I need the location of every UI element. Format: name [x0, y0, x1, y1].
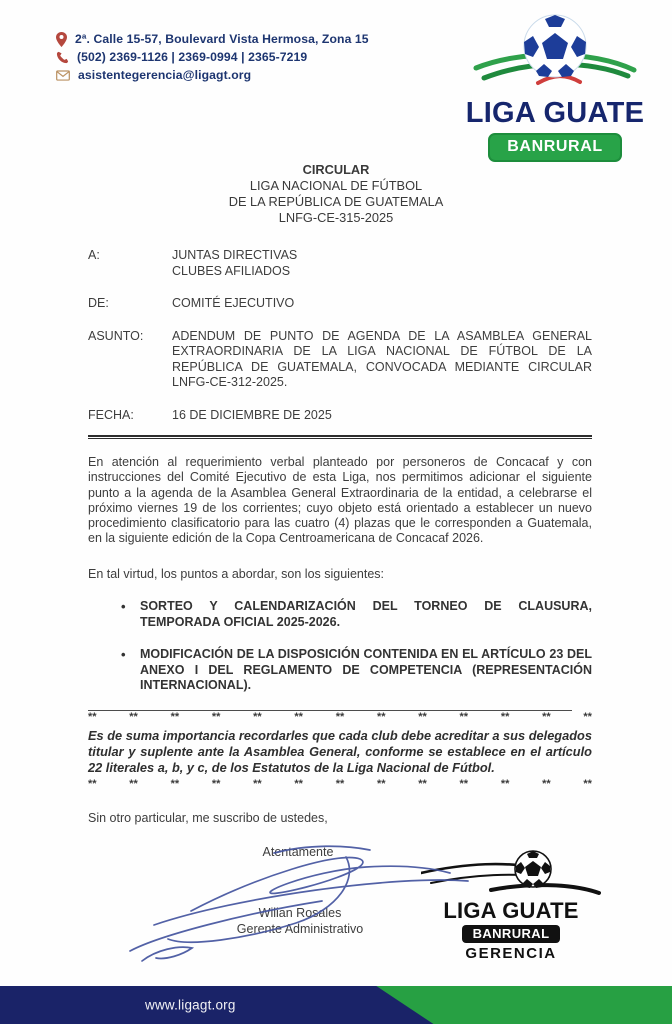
envelope-icon	[56, 70, 70, 81]
brand-name: LIGA GUATE	[465, 97, 645, 129]
notice-text: Es de suma importancia recordarles que cada club debe acreditar a sus delegados titular y suplente ante la Asamblea General, conforme se establece en el artículo 22 literales a, b, y c, de los Estatutos de la Liga Nacional de Fútbol.	[88, 727, 592, 775]
stamp-subtitle: GERENCIA	[465, 944, 557, 962]
asterisk-pair: **	[170, 777, 180, 790]
asterisk-pair: **	[253, 710, 262, 723]
bullet-item-1: • SORTEO Y CALENDARIZACIÓN DEL TORNEO DE CLAUSURA, TEMPORADA OFICIAL 2025-2026.	[88, 599, 592, 630]
meta-from	[88, 296, 592, 312]
email-text: asistentegerencia@ligagt.org	[78, 68, 252, 82]
meta-subject	[88, 329, 592, 391]
stamp-badge: BANRURAL	[462, 925, 561, 943]
contact-block	[56, 30, 369, 84]
agenda-bullets	[88, 599, 592, 694]
asterisk-pair: **	[500, 710, 510, 723]
date-value: 16 DE DICIEMBRE DE 2025	[172, 407, 332, 422]
header-divider	[88, 435, 592, 439]
email-row	[56, 66, 369, 84]
phone-row	[56, 48, 369, 66]
brand-badge: BANRURAL	[488, 133, 621, 162]
asterisk-pair: **	[376, 777, 386, 790]
asterisk-pair: **	[129, 777, 138, 790]
title-reference: LNFG-CE-315-2025	[278, 210, 394, 225]
asterisk-pair: **	[335, 777, 345, 790]
asterisk-pair: **	[211, 777, 221, 790]
to-label: A:	[88, 248, 100, 262]
asterisk-pair: **	[459, 710, 469, 723]
signer-name: Wilian Rosales	[258, 905, 342, 920]
title-org-line1: LIGA NACIONAL DE FÚTBOL	[249, 178, 423, 193]
date-label: FECHA:	[88, 407, 134, 422]
asterisk-pair: **	[129, 710, 138, 723]
meta-to	[88, 248, 592, 279]
asterisk-row-top	[88, 712, 592, 723]
notice-top-line	[88, 710, 572, 711]
paragraph-1: En atención al requerimiento verbal planteado por personeros de Concacaf y con instrucciones del Comité Ejecutivo de esta Liga, nos permitimos adicionar el siguiente punto a la agenda de la Asamblea General Extraordinaria de la entidad, a celebrarse el próximo viernes 19 de los corrientes; cuyo objeto está orientado a establecer un nuevo procedimiento clasificatorio para las cuatro (4) plazas que le corresponden a Guatemala, en la siguiente edición de la Copa Centroamericana de Concacaf 2026.	[88, 455, 592, 546]
asterisk-pair: **	[88, 777, 97, 790]
asterisk-pair: **	[211, 710, 221, 723]
salutation: Atentamente	[262, 844, 334, 859]
asterisk-pair: **	[418, 777, 427, 790]
closing-line: Sin otro particular, me suscribo de ustedes,	[88, 810, 328, 825]
title-org-line2: DE LA REPÚBLICA DE GUATEMALA	[228, 194, 444, 209]
footer-website: www.ligagt.org	[145, 997, 236, 1013]
stamp-name: LIGA GUATE	[443, 897, 579, 923]
subject-label: ASUNTO:	[88, 328, 144, 343]
asterisk-pair: **	[418, 710, 427, 723]
footer-bar	[0, 986, 672, 1024]
from-value: COMITÉ EJECUTIVO	[172, 296, 295, 310]
asterisk-pair: **	[459, 777, 469, 790]
asterisk-pair: **	[294, 777, 303, 790]
phone-icon	[56, 51, 69, 64]
to-line2: CLUBES AFILIADOS	[172, 263, 291, 278]
asterisk-pair: **	[376, 710, 386, 723]
location-pin-icon	[56, 32, 67, 47]
asterisk-pair: **	[170, 710, 180, 723]
from-label: DE:	[88, 296, 109, 310]
asterisk-pair: **	[253, 777, 262, 790]
asterisk-row-bottom	[88, 779, 592, 790]
to-value	[172, 248, 592, 279]
asterisk-pair: **	[88, 710, 97, 723]
asterisk-pair: **	[335, 710, 345, 723]
asterisk-pair: **	[500, 777, 510, 790]
handwritten-signature	[96, 839, 516, 979]
meta-date	[88, 408, 592, 424]
asterisk-pair: **	[583, 777, 592, 790]
asterisk-pair: **	[294, 710, 303, 723]
letter-body	[88, 248, 592, 1015]
to-line1: JUNTAS DIRECTIVAS	[172, 248, 298, 262]
asterisk-pair: **	[542, 710, 551, 723]
address-row	[56, 30, 369, 48]
address-text: 2ª. Calle 15-57, Boulevard Vista Hermosa, Zona 15	[75, 32, 369, 46]
paragraph-2: En tal virtud, los puntos a abordar, son los siguientes:	[88, 566, 385, 581]
title-circular: CIRCULAR	[302, 162, 370, 177]
phones-text: (502) 2369-1126 | 2369-0994 | 2365-7219	[77, 50, 308, 64]
asterisk-pair: **	[583, 710, 592, 723]
document-title	[0, 162, 672, 226]
soccer-ball-swoosh-icon	[470, 10, 640, 96]
footer-navy-shape	[0, 986, 672, 1024]
letterhead	[0, 0, 672, 155]
liga-guate-logo	[460, 10, 650, 162]
notice-block	[88, 710, 592, 790]
asterisk-pair: **	[542, 777, 551, 790]
bullet-item-2: • MODIFICACIÓN DE LA DISPOSICIÓN CONTENIDA EN EL ARTÍCULO 23 DEL ANEXO I DEL REGLAMENTO DE COMPETENCIA (REPRESENTACIÓN INTERNACIONAL).	[88, 647, 592, 694]
signer-title: Gerente Administrativo	[236, 921, 364, 936]
signature-area	[88, 829, 592, 977]
subject-value: ADENDUM DE PUNTO DE AGENDA DE LA ASAMBLEA GENERAL EXTRAORDINARIA DE LA LIGA NACIONAL DE FÚTBOL DE LA REPÚBLICA DE GUATEMALA, CONVOCADA MEDIANTE CIRCULAR LNFG-CE-312-2025.	[172, 328, 592, 389]
meta-section	[88, 248, 592, 423]
